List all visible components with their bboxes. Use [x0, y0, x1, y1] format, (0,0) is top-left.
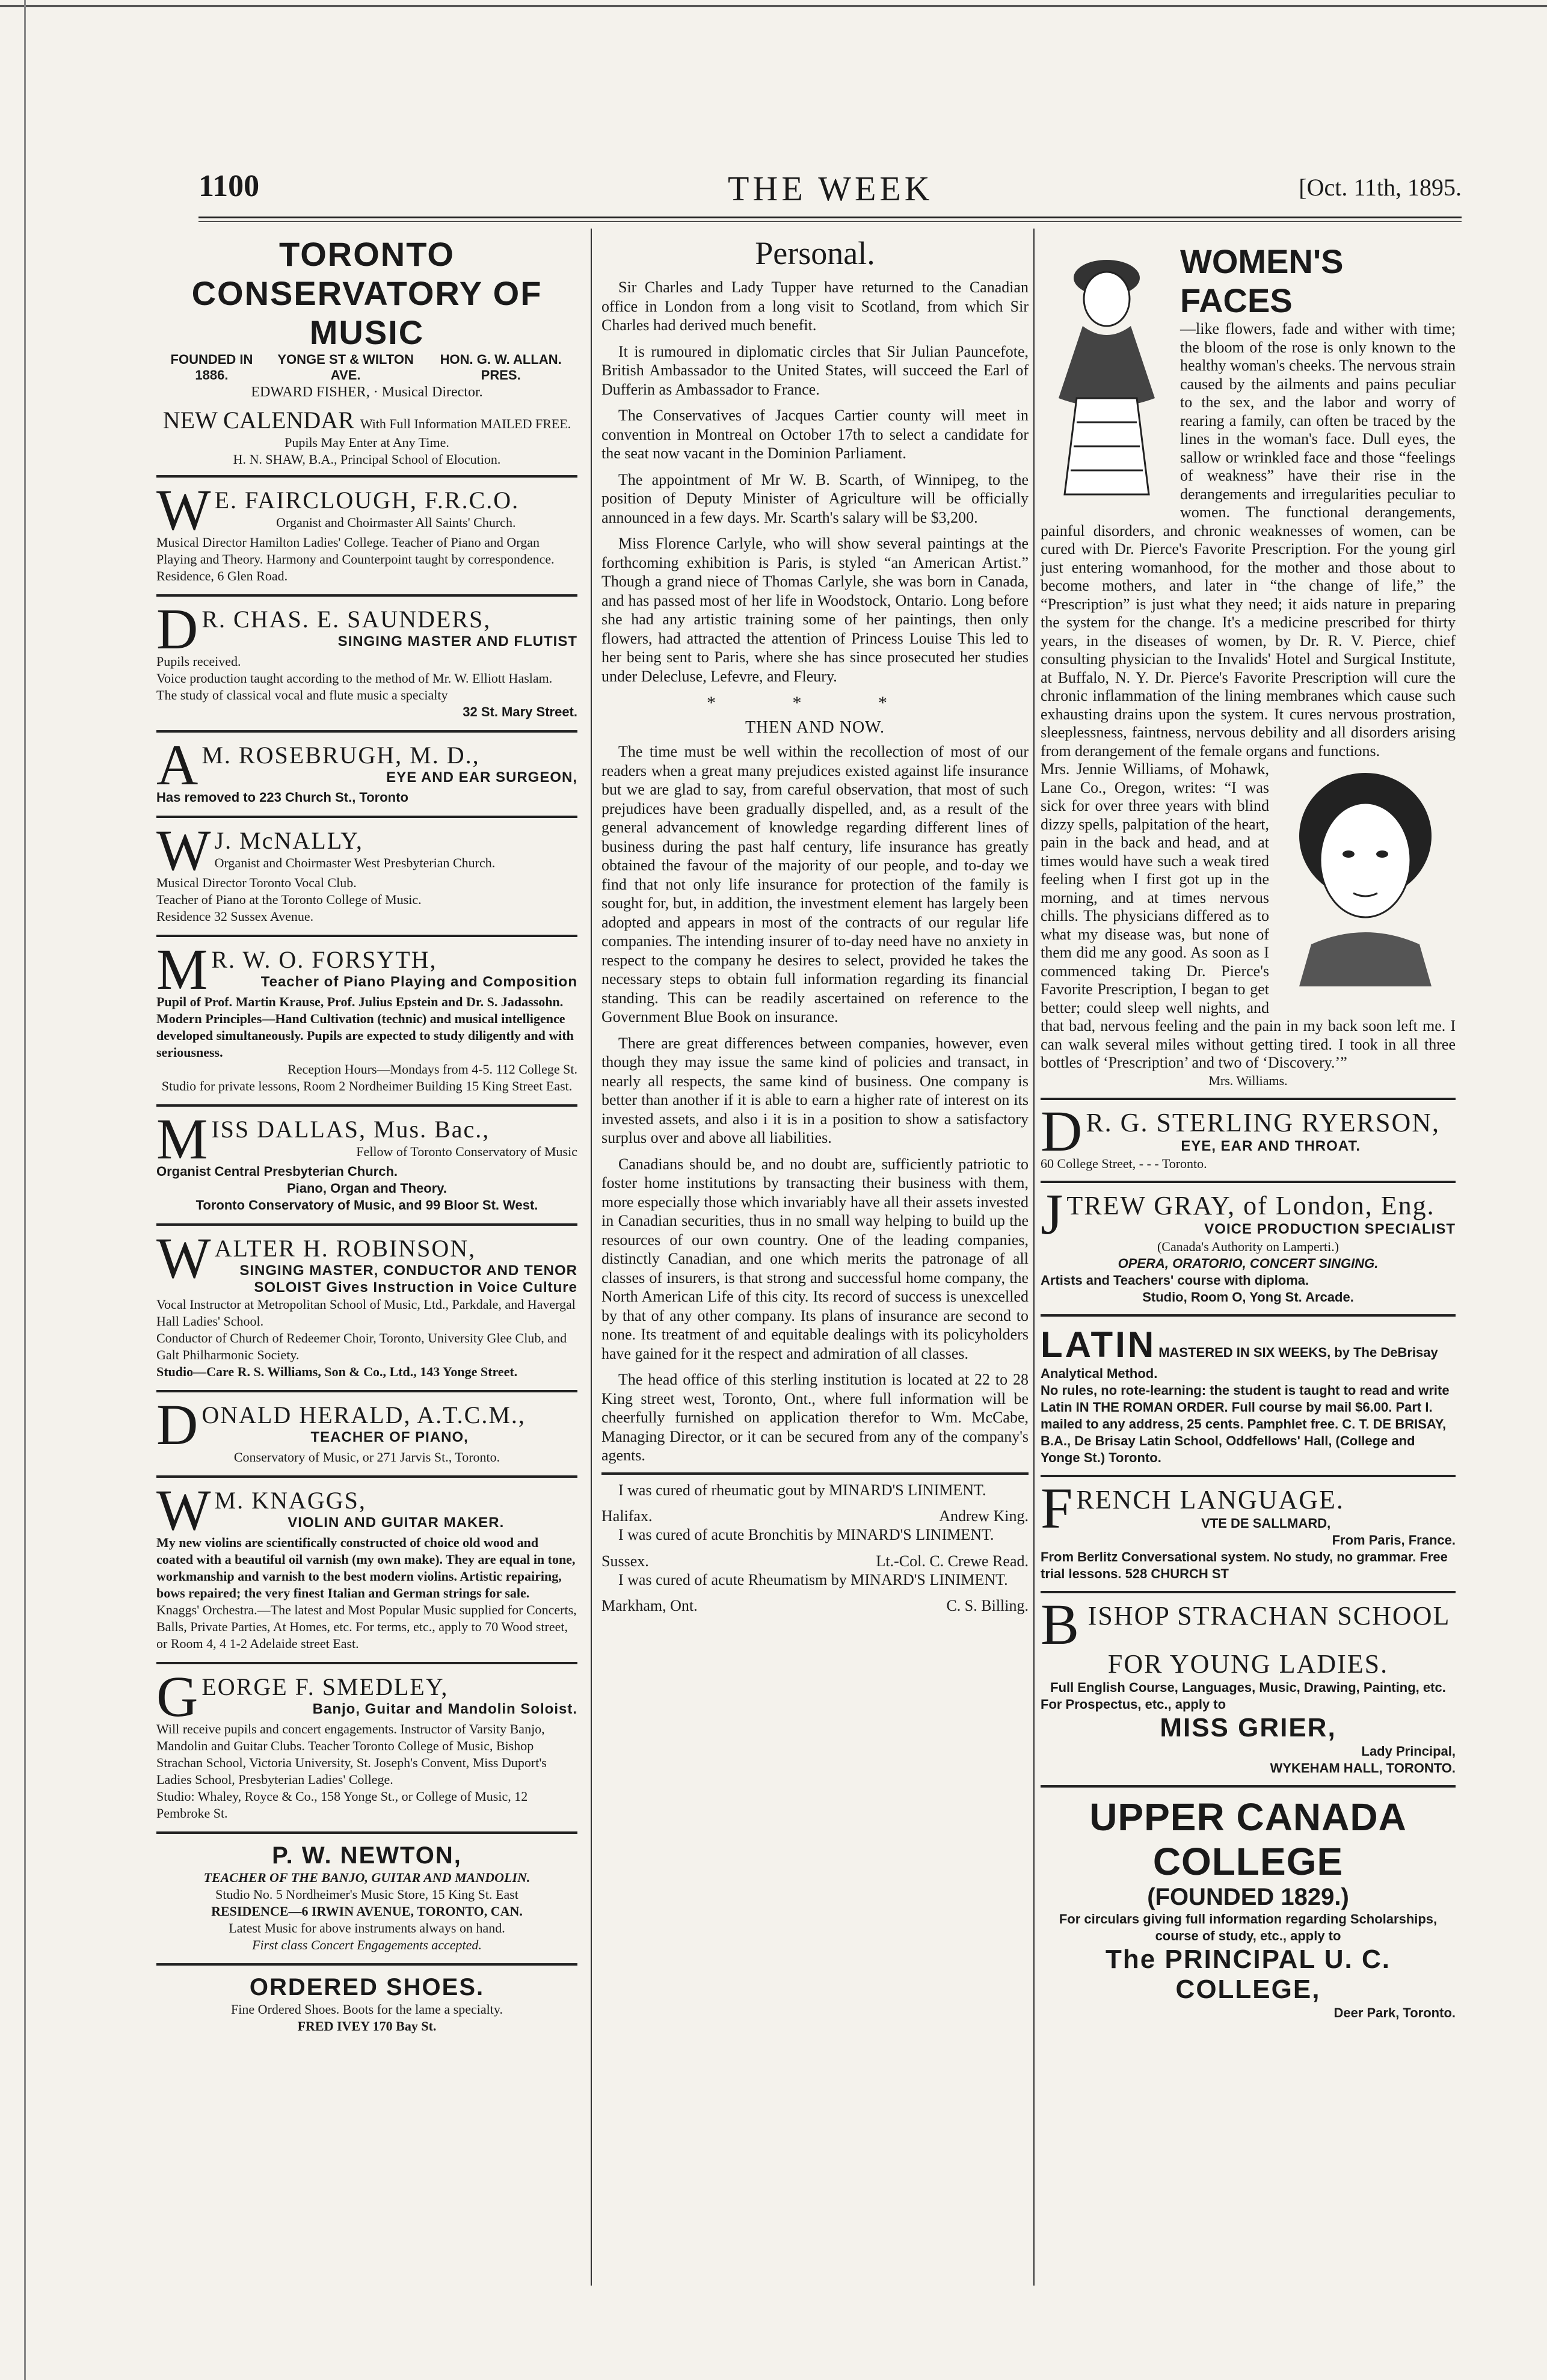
card-name: E. FAIRCLOUGH, F.R.C.O. [214, 487, 520, 514]
card-line: Piano, Organ and Theory. [286, 1181, 447, 1196]
card-line: Knaggs' Orchestra.—The latest and Most Popular Music supplied for Concerts, Balls, Private Parties, At Homes, etc. For terms, etc., apply to 70 Wood street, or Room 4, 4 1-2 Adelaide street East. [156, 1602, 577, 1651]
card-line: First class Concert Engagements accepted. [252, 1937, 482, 1952]
column-divider-2 [1033, 229, 1035, 2286]
testimonial-text: I was cured of acute Bronchitis by MINARD'S LINIMENT. [618, 1526, 994, 1543]
card-line: MISS GRIER, [1160, 1712, 1336, 1742]
header-rule [198, 217, 1462, 218]
card-line: From Paris, France. [1332, 1532, 1456, 1548]
card-name: ORDERED SHOES. [249, 1974, 485, 2000]
conservatory-pupils: Pupils May Enter at Any Time. [284, 435, 449, 450]
card-line: For Prospectus, etc., apply to [1041, 1696, 1226, 1712]
card-subtitle: EYE, EAR AND THROAT. [1181, 1137, 1361, 1154]
testimonial-text: I was cured of rheumatic gout by MINARD'S LINIMENT. [618, 1481, 986, 1499]
card-smedley [156, 1664, 577, 1834]
testimonial-signature [601, 1596, 1029, 1615]
card-subtitle: VOICE PRODUCTION SPECIALIST [1204, 1220, 1456, 1237]
testimonial-sign: C. S. Billing. [946, 1597, 1029, 1614]
card-line: FRED IVEY 170 Bay St. [297, 2019, 437, 2034]
card-knaggs [156, 1478, 577, 1664]
testimonial-signature [601, 1507, 1029, 1525]
college-name: UPPER CANADA COLLEGE [1089, 1795, 1407, 1883]
top-border-rule [0, 5, 1547, 7]
conservatory-ad [156, 235, 577, 478]
personal-paragraph: Miss Florence Carlyle, who will show several paintings at the forthcoming exhibition is Paris, is styled “an American Artist.” Though a grand niece of Thomas Carlyle, she was born in Canada, and has passed most of her life in Woodstock, Ontario. Long before she had any artistic training some of her paintings, then only flowers, had attracted the attention of Princess Louise This led to her being sent to Paris, where she has since prosecuted her studies under Delecluse, Lefevre, and Fleury. [601, 535, 1029, 685]
personal-paragraph: The appointment of Mr W. B. Scarth, of Winnipeg, to the position of Deputy Minister of Agriculture will be officially announced in a few days. Mr. Scarth's salary will be $3,200. [601, 470, 1029, 526]
drop-initial: G [156, 1664, 198, 1729]
testimonial-sign: Lt.-Col. C. Crewe Read. [876, 1552, 1029, 1570]
header-rule-thin [198, 221, 1462, 222]
column-advertisements-left [156, 235, 577, 2044]
section-paragraph: Canadians should be, and no doubt are, sufficiently patriotic to foster home institutions by transacting their business with them, more especially those which invariably have all their assets invested in Canadian securities, thus in no small way helping to build up the resources of our own country. One of the leading companies, distinctly Canadian, and one which merits the patronage of all classes of insurers, is that strong and successful home company, the North American Life of this city. Its record of success is unexcelled by that of any other company. Its plans of insurance are second to none. Its treatment of and equitable dealings with its policyholders have gained for it the respect and admiration of all classes. [601, 1155, 1029, 1362]
column-advertisements-right [1041, 235, 1456, 2030]
card-line: Residence 32 Sussex Avenue. [156, 909, 314, 924]
card-line: Artists and Teachers' course with diploma. [1041, 1272, 1309, 1288]
card-name: J. McNALLY, [214, 827, 363, 854]
card-line: WYKEHAM HALL, TORONTO. [1270, 1760, 1456, 1776]
card-line: For circulars giving full information regarding Scholarships, course of study, etc., apply to [1059, 1911, 1438, 1943]
latin-ad [1041, 1317, 1456, 1477]
dateline: [Oct. 11th, 1895. [1299, 174, 1462, 201]
card-saunders [156, 597, 577, 733]
card-line: Vocal Instructor at Metropolitan School of Music, Ltd., Parkdale, and Havergal Hall Ladies' School. [156, 1297, 576, 1329]
woman-illustration-icon [1041, 242, 1173, 500]
column-divider-1 [591, 229, 592, 2286]
card-line: Organist and Choirmaster West Presbyterian Church. [214, 855, 496, 870]
card-line: Latest Music for above instruments always on hand. [229, 1920, 505, 1936]
latin-subtitle: MASTERED IN SIX WEEKS, by The DeBrisay Analytical Method. [1041, 1344, 1438, 1381]
masthead: THE WEEK [728, 169, 933, 208]
drop-initial: W [156, 818, 211, 882]
womens-faces-ad [1041, 235, 1456, 1100]
testimonial-place: Sussex. [601, 1552, 649, 1570]
card-line: Deer Park, Toronto. [1333, 2005, 1456, 2020]
card-line: Pupils received. [156, 654, 241, 669]
school-name-2: FOR YOUNG LADIES. [1107, 1649, 1389, 1679]
personal-paragraph: It is rumoured in diplomatic circles that Sir Julian Pauncefote, British Ambassador to the United States, will succeed the Earl of Dufferin as Ambassador to France. [601, 342, 1029, 398]
calendar-label: NEW CALENDAR [162, 407, 354, 434]
card-line: Studio, Room O, Yong St. Arcade. [1142, 1289, 1354, 1305]
card-subtitle: TEACHER OF PIANO, [310, 1429, 469, 1445]
conservatory-founded: FOUNDED IN 1886. [170, 352, 253, 383]
left-border-rule [24, 0, 26, 2380]
conservatory-calendar [156, 406, 577, 434]
card-forsyth [156, 937, 577, 1107]
card-name: M. KNAGGS, [214, 1487, 366, 1514]
womens-faces-heading: WOMEN'S FACES [1180, 242, 1344, 319]
card-name: M. ROSEBRUGH, M. D., [201, 742, 480, 769]
card-rosebrugh [156, 733, 577, 818]
card-name: P. W. NEWTON, [272, 1842, 462, 1869]
card-dallas [156, 1107, 577, 1226]
drop-initial: D [1041, 1098, 1083, 1163]
personal-heading: Personal. [755, 235, 875, 271]
drop-initial: B [1041, 1591, 1080, 1656]
card-line: Organist Central Presbyterian Church. [156, 1164, 398, 1179]
card-line: Organist and Choirmaster All Saints' Church. [276, 515, 516, 530]
drop-initial: M [156, 937, 208, 1001]
card-shoes [156, 1966, 577, 2044]
latin-heading: LATIN [1041, 1324, 1157, 1365]
card-address: 32 St. Mary Street. [463, 704, 577, 719]
card-line: Has removed to 223 Church St., Toronto [156, 790, 408, 805]
card-line: Fellow of Toronto Conservatory of Music [356, 1144, 577, 1159]
conservatory-title: TORONTO CONSERVATORY OF MUSIC [191, 235, 543, 351]
womens-faces-testimony: Mrs. Jennie Williams, of Mohawk, Lane Co., Oregon, writes: “I was sick for over three years with blind dizzy spells, palpitation of the heart, pain in the back and head, and at times would have such a weak tired feeling when I first got up in the morning, and at times nervous chills. The physicians differed as to what my disease was, but none of them did me any good. As soon as I commenced taking Dr. Pierce's Favorite Prescription, I began to get better; could sleep well nights, and that bad, nervous feeling and the pain in my back soon left me. I can walk several miles without getting tired. I took in all three bottles of ‘Prescription’ and two of ‘Discovery.’” [1041, 760, 1456, 1071]
card-line: Full English Course, Languages, Music, Drawing, Painting, etc. [1050, 1679, 1446, 1695]
card-line: The PRINCIPAL U. C. COLLEGE, [1106, 1944, 1391, 2004]
card-subtitle: SINGING MASTER AND FLUTIST [337, 633, 577, 650]
card-herald [156, 1392, 577, 1478]
upper-canada-college-ad [1041, 1788, 1456, 2030]
card-line: RESIDENCE—6 IRWIN AVENUE, TORONTO, CAN. [211, 1904, 523, 1919]
section-paragraph: The time must be well within the recollection of most of our readers when a great many prejudices existed against life insurance but we are glad to say, from careful observation, that most of such prejudices have been gradually dispelled, and, as a result of the general advancement of knowledge regarding different lines of business during the past half century, life insurance has greatly obtained the favour of the majority of our people, and to-day we find that not only life insurance for protection of the family is sought for, but, in addition, the investment element has largely been adopted and appears in most of the contracts of our regular life companies. The intending insurer of to-day need have no anxiety in respect to the company he desires to select, provided he takes the necessary steps to obtain full information regarding its financial standing. This can be readily ascertained on reference to the Government Blue Book on insurance. [601, 743, 1029, 1025]
card-mcnally [156, 818, 577, 937]
card-line: OPERA, ORATORIO, CONCERT SINGING. [1118, 1255, 1379, 1271]
column-personal [601, 235, 1029, 1615]
card-line: The study of classical vocal and flute music a specialty [156, 687, 448, 703]
card-name: ONALD HERALD, A.T.C.M., [201, 1401, 526, 1428]
card-name: EORGE F. SMEDLEY, [201, 1673, 449, 1700]
card-line: Musical Director Toronto Vocal Club. [156, 875, 357, 890]
card-name: R. G. STERLING RYERSON, [1086, 1107, 1441, 1137]
card-subtitle: SINGING MASTER, CONDUCTOR AND TENOR SOLOIST Gives Instruction in Voice Culture [239, 1262, 577, 1296]
card-fairclough [156, 478, 577, 597]
card-line: Lady Principal, [1361, 1743, 1456, 1759]
drop-initial: J [1041, 1181, 1063, 1246]
card-gray [1041, 1183, 1456, 1317]
portrait-illustration-icon [1275, 764, 1456, 998]
card-subtitle: EYE AND EAR SURGEON, [386, 769, 577, 786]
french-ad [1041, 1477, 1456, 1593]
card-line: Conservatory of Music, or 271 Jarvis St., Toronto. [233, 1450, 500, 1465]
card-line: Studio: Whaley, Royce & Co., 158 Yonge St., or College of Music, 12 Pembroke St. [156, 1789, 528, 1821]
drop-initial: W [156, 1226, 211, 1290]
conservatory-address: YONGE ST & WILTON AVE. [277, 352, 414, 383]
drop-initial: F [1041, 1475, 1073, 1540]
conservatory-president: HON. G. W. ALLAN. PRES. [440, 352, 562, 383]
card-line: Residence, 6 Glen Road. [156, 568, 288, 583]
card-subtitle: Banjo, Guitar and Mandolin Soloist. [312, 1701, 577, 1717]
card-name: ISS DALLAS, Mus. Bac., [211, 1116, 490, 1143]
personal-paragraph: Sir Charles and Lady Tupper have returned to the Canadian office in London from a long visit to Scotland, from which Sir Charles had derived much benefit. [601, 278, 1029, 334]
section-stars: * * * [707, 693, 923, 713]
drop-initial: W [156, 1478, 211, 1542]
card-name: ALTER H. ROBINSON, [214, 1235, 476, 1262]
page-header [198, 168, 1462, 211]
card-robinson [156, 1226, 577, 1392]
card-line: From Berlitz Conversational system. No study, no grammar. Free trial lessons. 528 CHURCH ST [1041, 1549, 1448, 1581]
card-line: (Canada's Authority on Lamperti.) [1157, 1238, 1339, 1254]
school-name: ISHOP STRACHAN SCHOOL [1087, 1601, 1451, 1631]
card-line: Toronto Conservatory of Music, and 99 Bloor St. West. [195, 1198, 538, 1213]
card-line: Teacher of Piano at the Toronto College of Music. [156, 892, 422, 907]
testimonial-place: Markham, Ont. [601, 1597, 698, 1614]
card-line: Studio No. 5 Nordheimer's Music Store, 15 King St. East [215, 1887, 518, 1902]
testimonials [601, 1472, 1029, 1616]
drop-initial: A [156, 733, 198, 797]
card-line: Will receive pupils and concert engagements. Instructor of Varsity Banjo, Mandolin and Guitar Clubs. Teacher Toronto College of Music, Bishop Strachan School, Victoria University, St. Joseph's Convent, Miss Duport's Ladies School, Presbyterian Ladies' College. [156, 1721, 547, 1787]
card-line: Conductor of Church of Redeemer Choir, Toronto, University Glee Club, and Galt Philharmonic Society. [156, 1330, 567, 1362]
bishop-strachan-ad [1041, 1593, 1456, 1788]
testimonial-text: I was cured of acute Rheumatism by MINARD'S LINIMENT. [618, 1570, 1008, 1588]
card-line: Fine Ordered Shoes. Boots for the lame a specialty. [231, 2002, 503, 2017]
card-ryerson [1041, 1100, 1456, 1183]
drop-initial: D [156, 1392, 198, 1457]
section-paragraph: The head office of this sterling institution is located at 22 to 28 King street west, Toronto, Ont., where full information will be cheerfully furnished on application therefor to Wm. McCabe, Managing Director, or it can be secured from any of the company's agents. [601, 1371, 1029, 1464]
womens-faces-text: —like flowers, fade and wither with time; the bloom of the rose is only known to the healthy woman's cheeks. The nervous strain caused by the ailments and pains peculiar to the sex, and the labor and worry of rearing a family, can often be traced by the lines in the woman's face. Dull eyes, the sallow or wrinkled face and those “feelings of weakness” have their rise in the derangements and irregularities peculiar to women. The functional derangements, painful disorders, and chronic weaknesses of women, can be cured with Dr. Pierce's Favorite Prescription. For the young girl just entering womanhood, for the mother and those about to become mothers, and later in “the change of life,” the “Prescription” is just what they need; it aids nature in preparing the system for the change. It's a medicine prescribed for thirty years, in the diseases of women, by Dr. R. V. Pierce, chief consulting physician to the Invalids' Hotel and Surgical Institute, at Buffalo, N. Y. Dr. Pierce's Favorite Prescription will cure the chronic inflammation of the lining membranes which cause such exhausting drains upon the system. It cures nervous prostration, sleeplessness, faintness, nervous debility and all disorders arising from derangement of the female organs and functions. [1041, 320, 1456, 760]
card-line: My new violins are scientifically constructed of choice old wood and coated with a beautiful oil varnish (my own make). They are equal in tone, workmanship and varnish to the best modern violins. Artistic repairing, bows repaired; the very finest Italian and German strings for sale. [156, 1535, 576, 1601]
calendar-note: With Full Information MAILED FREE. [360, 416, 571, 431]
testimonial-place: Halifax. [601, 1507, 653, 1525]
card-subtitle: VIOLIN AND GUITAR MAKER. [288, 1514, 505, 1531]
testimonial-sign: Andrew King. [939, 1507, 1029, 1525]
card-line: Reception Hours—Mondays from 4-5. 112 College St. [288, 1062, 577, 1077]
conservatory-director: EDWARD FISHER, · Musical Director. [251, 384, 483, 400]
page-number: 1100 [198, 169, 260, 203]
card-line: Voice production taught according to the method of Mr. W. Elliott Haslam. [156, 671, 553, 686]
personal-paragraph: The Conservatives of Jacques Cartier county will meet in convention in Montreal on October 17th to select a candidate for the seat now vacant in the Dominion Parliament. [601, 407, 1029, 462]
card-name: R. CHAS. E. SAUNDERS, [201, 606, 491, 633]
drop-initial: M [156, 1107, 208, 1171]
card-name: R. W. O. FORSYTH, [211, 946, 437, 973]
card-subtitle: Teacher of Piano Playing and Composition [260, 974, 577, 990]
card-subtitle: TEACHER OF THE BANJO, GUITAR AND MANDOLIN. [203, 1870, 531, 1885]
college-founded: (FOUNDED 1829.) [1147, 1883, 1349, 1910]
section-title: THEN AND NOW. [745, 718, 885, 737]
card-name: TREW GRAY, of London, Eng. [1066, 1190, 1435, 1220]
card-line: Musical Director Hamilton Ladies' College. Teacher of Piano and Organ Playing and Theory. Harmony and Counterpoint taught by correspondence. [156, 535, 555, 567]
latin-text: No rules, no rote-learning: the student is taught to read and write Latin IN THE ROMAN ORDER. Full course by mail $6.00. Part I. mailed to any address, 25 cents. Pamphlet free. C. T. DE BRISAY, B.A., De Brisay Latin School, Oddfellows' Hall, (College and Yonge St.) Toronto. [1041, 1382, 1450, 1465]
conservatory-info-row [156, 352, 577, 383]
card-line: Studio—Care R. S. Williams, Son & Co., Ltd., 143 Yonge Street. [156, 1364, 518, 1379]
card-line: VTE DE SALLMARD, [1201, 1515, 1331, 1531]
card-newton [156, 1834, 577, 1966]
drop-initial: W [156, 478, 211, 542]
card-name: RENCH LANGUAGE. [1076, 1484, 1344, 1514]
testimonial-signature [601, 1552, 1029, 1570]
card-line: Pupil of Prof. Martin Krause, Prof. Julius Epstein and Dr. S. Jadassohn. Modern Principles—Hand Cultivation (technic) and musical intelligence developed simultaneously. Pupils are expected to study diligently and with seriousness. [156, 994, 574, 1060]
portrait-caption: Mrs. Williams. [1208, 1072, 1288, 1088]
drop-initial: D [156, 597, 198, 661]
card-line: 60 College Street, - - - Toronto. [1041, 1155, 1207, 1171]
section-paragraph: There are great differences between companies, however, even though they may issue the same kind of policies and transact, in nearly all respects, the same kind of business. One company is better than another if it is able to earn a higher rate of interest on its invested assets, and also i it is in a position to show a satisfactory surplus over and above all liabilities. [601, 1034, 1029, 1146]
conservatory-elocution: H. N. SHAW, B.A., Principal School of Elocution. [233, 452, 501, 467]
card-line: Studio for private lessons, Room 2 Nordheimer Building 15 King Street East. [161, 1078, 573, 1093]
